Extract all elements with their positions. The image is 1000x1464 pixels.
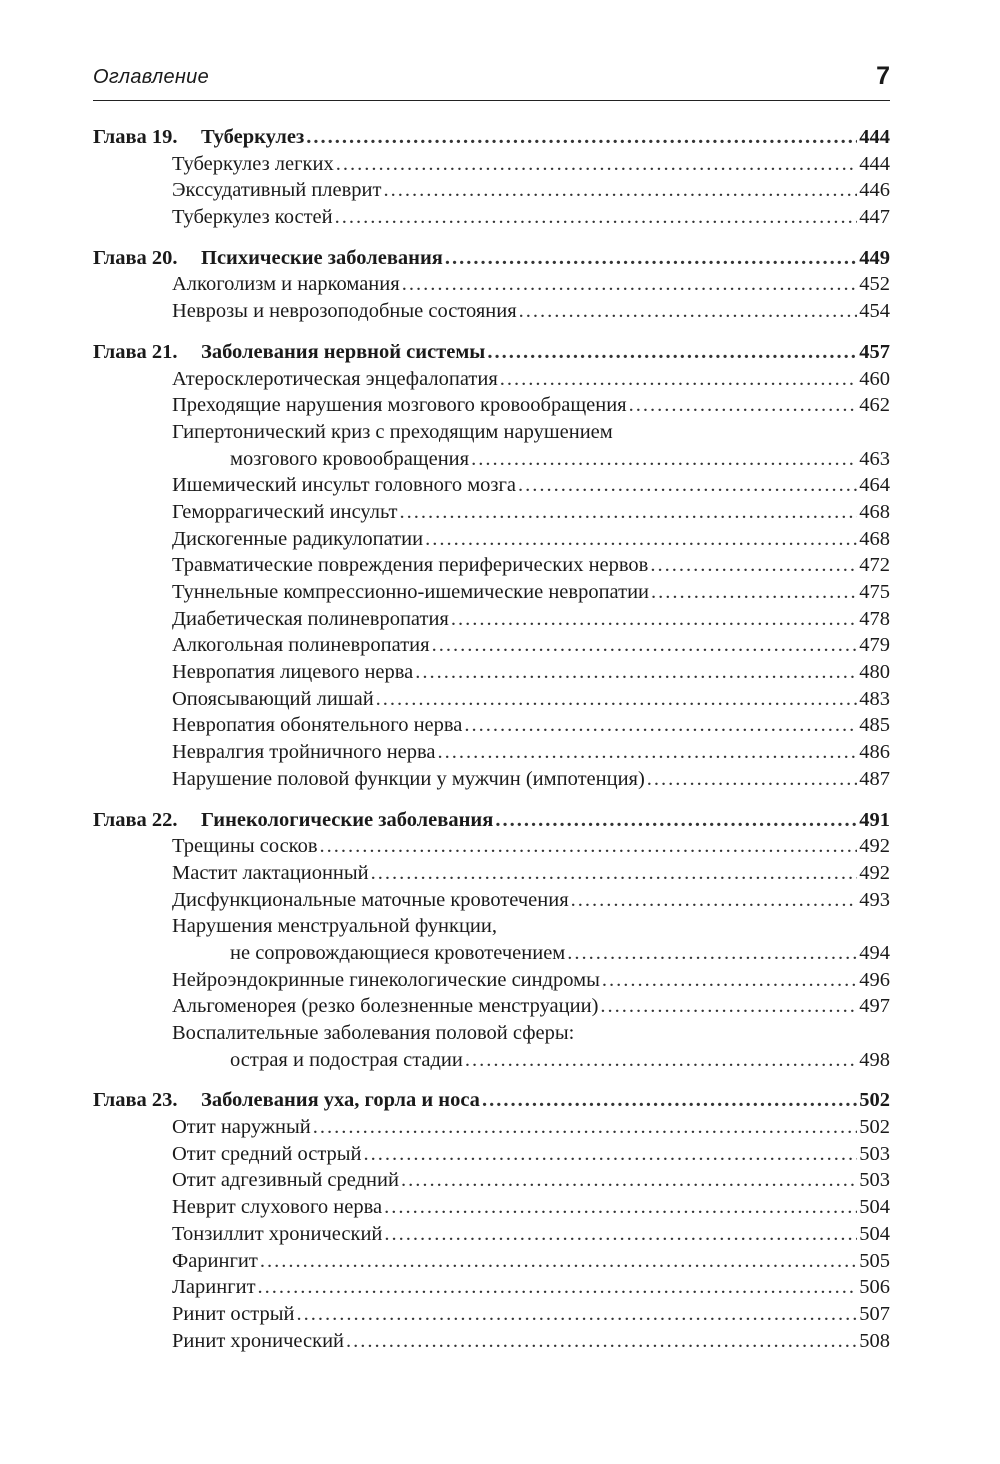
section-entry[interactable]: [93, 739, 890, 766]
page-ref: 485: [859, 714, 890, 737]
chapter-label: Глава 22.: [93, 808, 178, 831]
leader-dots: [650, 552, 857, 579]
section-title: Нейроэндокринные гинекологические синдромы: [172, 968, 600, 991]
chapter-entry[interactable]: [93, 245, 890, 272]
page-ref: 468: [859, 527, 890, 550]
section-title-cont: не сопровождающиеся кровотечением: [230, 941, 566, 964]
section-title: Отит средний острый: [172, 1142, 362, 1165]
leader-dots: [384, 1194, 857, 1221]
section-entry[interactable]: [93, 1274, 890, 1301]
page-ref: 503: [859, 1142, 890, 1165]
leader-dots: [495, 807, 857, 834]
leader-dots: [320, 833, 858, 860]
section-entry[interactable]: [93, 632, 890, 659]
section-title: Ринит острый: [172, 1302, 295, 1325]
section-title: Дисфункциональные маточные кровотечения: [172, 888, 569, 911]
toc-chapter: [93, 807, 890, 1074]
section-title: Алкоголизм и наркомания: [172, 273, 400, 296]
section-title: Мастит лактационный: [172, 861, 369, 884]
section-entry[interactable]: [93, 151, 890, 178]
section-entry[interactable]: [93, 606, 890, 633]
section-title: Невралгия тройничного нерва: [172, 741, 436, 764]
section-title: Ринит хронический: [172, 1329, 345, 1352]
section-title: Опоясывающий лишай: [172, 687, 374, 710]
section-entry[interactable]: [93, 552, 890, 579]
page-ref: 496: [859, 968, 890, 991]
section-title: Ларингит: [172, 1276, 256, 1299]
section-title-cont: острая и подострая стадии: [230, 1048, 463, 1071]
section-entry[interactable]: [93, 177, 890, 204]
section-entry[interactable]: [93, 766, 890, 793]
section-title: Травматические повреждения периферических нервов: [172, 554, 649, 577]
section-title: Дискогенные радикулопатии: [172, 527, 424, 550]
page-ref: 504: [859, 1196, 890, 1219]
section-entry[interactable]: [93, 993, 890, 1020]
leader-dots: [335, 204, 858, 231]
section-title: Альгоменорея (резко болезненные менструации): [172, 995, 599, 1018]
leader-dots: [487, 339, 857, 366]
section-title-cont: мозгового кровообращения: [230, 447, 470, 470]
page-ref: 494: [859, 941, 890, 964]
page-ref: 506: [859, 1276, 890, 1299]
section-title: Невропатия лицевого нерва: [172, 661, 414, 684]
section-title: Трещины сосков: [172, 835, 318, 858]
section-title: Туберкулез костей: [172, 206, 333, 229]
section-entry[interactable]: [93, 686, 890, 713]
leader-dots: [647, 766, 857, 793]
section-entry[interactable]: [93, 1141, 890, 1168]
page-ref: 446: [859, 179, 890, 202]
section-title: Неврозы и неврозоподобные состояния: [172, 300, 517, 323]
chapter-title: Туберкулез: [201, 126, 305, 148]
page-ref: 492: [859, 861, 890, 884]
leader-dots: [260, 1248, 857, 1275]
toc-chapter: [93, 1087, 890, 1354]
section-title: Туннельные компрессионно-ишемические невропатии: [172, 581, 650, 603]
leader-dots: [400, 499, 858, 526]
section-entry[interactable]: [93, 1328, 890, 1355]
chapter-title: Заболевания нервной системы: [201, 340, 486, 363]
chapter-label: Глава 21.: [93, 340, 178, 363]
section-entry[interactable]: [93, 1248, 890, 1275]
page-ref: 504: [859, 1222, 890, 1245]
section-entry[interactable]: [93, 712, 890, 739]
page-ref: 447: [859, 206, 890, 229]
leader-dots: [464, 712, 857, 739]
section-title: Туберкулез легких: [172, 152, 334, 175]
leader-dots: [296, 1301, 857, 1328]
leader-dots: [519, 298, 858, 325]
chapter-entry[interactable]: [93, 124, 890, 151]
leader-dots: [384, 1221, 857, 1248]
chapter-title: Гинекологические заболевания: [201, 808, 494, 831]
leader-dots: [471, 446, 857, 473]
section-entry[interactable]: [93, 298, 890, 325]
page-ref: 449: [859, 246, 890, 269]
leader-dots: [346, 1328, 857, 1355]
section-title: Алкогольная полиневропатия: [172, 634, 430, 657]
section-entry[interactable]: [93, 1167, 890, 1194]
leader-dots: [313, 1114, 858, 1141]
section-entry[interactable]: [93, 472, 890, 499]
leader-dots: [371, 860, 858, 887]
section-title: Тонзиллит хронический: [172, 1222, 383, 1245]
leader-dots: [465, 1047, 857, 1074]
table-of-contents: [93, 124, 890, 1368]
section-entry[interactable]: [93, 1301, 890, 1328]
page-ref: 508: [859, 1329, 890, 1352]
section-title: Невропатия обонятельного нерва: [172, 714, 463, 737]
page-ref: 457: [859, 340, 890, 363]
section-entry[interactable]: [93, 833, 890, 860]
leader-dots: [383, 177, 857, 204]
section-entry[interactable]: [93, 1221, 890, 1248]
page-ref: 502: [859, 1089, 890, 1112]
chapter-label: Глава 19.: [93, 126, 178, 148]
leader-dots: [258, 1274, 858, 1301]
section-entry-title[interactable]: Нарушения менструальной функции,: [172, 915, 497, 938]
page-ref: 462: [859, 394, 890, 417]
leader-dots: [402, 271, 858, 298]
section-entry-continuation[interactable]: [93, 446, 890, 473]
section-title: Фарингит: [172, 1249, 258, 1272]
chapter-label: Глава 20.: [93, 246, 178, 269]
chapter-entry[interactable]: [93, 339, 890, 366]
leader-dots: [482, 1087, 857, 1114]
section-entry[interactable]: [93, 366, 890, 393]
section-entry[interactable]: [93, 887, 890, 914]
page-ref: 480: [859, 661, 890, 684]
leader-dots: [415, 659, 857, 686]
section-entry-title[interactable]: Гипертонический криз с преходящим нарушением: [172, 420, 613, 443]
page-ref: 464: [859, 474, 890, 497]
page-ref: 460: [859, 367, 890, 390]
leader-dots: [425, 526, 857, 553]
leader-dots: [306, 124, 857, 151]
section-entry[interactable]: [93, 392, 890, 419]
toc-chapter: [93, 245, 890, 325]
leader-dots: [600, 993, 857, 1020]
leader-dots: [571, 887, 858, 914]
page-ref: 444: [859, 152, 890, 175]
page-ref: 468: [859, 500, 890, 523]
page-ref: 483: [859, 687, 890, 710]
leader-dots: [401, 1167, 857, 1194]
chapter-title: Психические заболевания: [201, 246, 443, 269]
leader-dots: [432, 632, 858, 659]
section-entry[interactable]: [93, 967, 890, 994]
section-entry[interactable]: [93, 860, 890, 887]
page-ref: 452: [859, 273, 890, 296]
section-title: Атеросклеротическая энцефалопатия: [172, 367, 498, 390]
toc-chapter: [93, 339, 890, 793]
page-ref: 491: [859, 808, 890, 831]
page-ref: 498: [859, 1048, 890, 1071]
page-ref: 507: [859, 1302, 890, 1325]
section-entry[interactable]: [93, 579, 890, 606]
section-title: Ишемический инсульт головного мозга: [172, 474, 517, 497]
section-entry[interactable]: [93, 526, 890, 553]
page-number: 7: [876, 62, 890, 90]
page-ref: 497: [859, 995, 890, 1018]
section-entry-title[interactable]: Воспалительные заболевания половой сферы:: [172, 1022, 575, 1044]
toc-chapter: [93, 124, 890, 231]
leader-dots: [438, 739, 858, 766]
section-title: Геморрагический инсульт: [172, 500, 398, 523]
chapter-entry[interactable]: [93, 1087, 890, 1114]
section-entry[interactable]: [93, 204, 890, 231]
chapter-title: Заболевания уха, горла и носа: [201, 1089, 480, 1112]
running-head: [93, 62, 890, 101]
page-ref: 463: [859, 447, 890, 470]
page-ref: 493: [859, 888, 890, 911]
leader-dots: [364, 1141, 858, 1168]
section-title: Диабетическая полиневропатия: [172, 607, 449, 630]
leader-dots: [336, 151, 858, 178]
page-ref: 502: [859, 1116, 890, 1139]
page-ref: 505: [859, 1249, 890, 1272]
page-ref: 475: [859, 581, 890, 603]
section-title: Отит наружный: [172, 1116, 311, 1139]
page-ref: 472: [859, 554, 890, 577]
page-ref: 454: [859, 300, 890, 323]
section-title: Преходящие нарушения мозгового кровообращения: [172, 394, 627, 417]
leader-dots: [567, 940, 857, 967]
section-title: Нарушение половой функции у мужчин (импотенция): [172, 767, 645, 790]
page-ref: 487: [859, 767, 890, 790]
section-title: Экссудативный плеврит: [172, 179, 382, 202]
section-title: Неврит слухового нерва: [172, 1196, 383, 1219]
leader-dots: [451, 606, 857, 633]
running-title: Оглавление: [93, 66, 210, 88]
chapter-entry[interactable]: [93, 807, 890, 834]
leader-dots: [500, 366, 858, 393]
section-entry[interactable]: [93, 659, 890, 686]
leader-dots: [376, 686, 858, 713]
page-ref: 492: [859, 835, 890, 858]
section-entry[interactable]: [93, 499, 890, 526]
section-entry-continuation[interactable]: [93, 1047, 890, 1074]
chapter-label: Глава 23.: [93, 1089, 178, 1112]
section-entry[interactable]: [93, 1114, 890, 1141]
leader-dots: [602, 967, 857, 994]
leader-dots: [629, 392, 858, 419]
leader-dots: [651, 579, 857, 606]
section-entry[interactable]: [93, 271, 890, 298]
section-title: Отит адгезивный средний: [172, 1169, 399, 1192]
page-ref: 478: [859, 607, 890, 630]
leader-dots: [518, 472, 857, 499]
page-ref: 444: [859, 126, 890, 148]
page-ref: 486: [859, 741, 890, 764]
page-ref: 479: [859, 634, 890, 657]
section-entry-continuation[interactable]: [93, 940, 890, 967]
leader-dots: [445, 245, 857, 272]
section-entry[interactable]: [93, 1194, 890, 1221]
page-ref: 503: [859, 1169, 890, 1192]
